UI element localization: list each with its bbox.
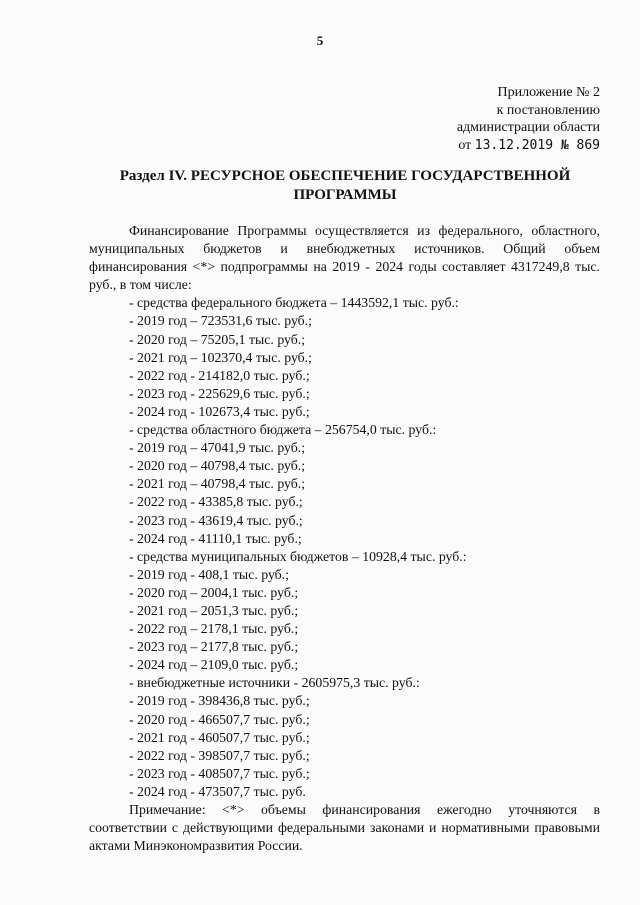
funding-list-item: - средства областного бюджета – 256754,0 тыс. руб.: <box>129 422 437 438</box>
funding-list-item: - 2021 год - 460507,7 тыс. руб.; <box>129 729 310 745</box>
funding-list-item: - 2020 год – 2004,1 тыс. руб.; <box>129 584 299 600</box>
funding-list-item: - 2022 год – 2178,1 тыс. руб.; <box>129 621 299 637</box>
appendix-line-administration: администрации области <box>456 120 600 135</box>
funding-list-item: - средства муниципальных бюджетов – 10928,4 тыс. руб.: <box>129 548 467 564</box>
funding-list-item: - 2020 год – 75205,1 тыс. руб.; <box>129 331 306 347</box>
document-body <box>89 222 600 855</box>
funding-list-item: - 2021 год – 40798,4 тыс. руб.; <box>129 476 306 492</box>
funding-list-item: - средства федерального бюджета – 1443592,1 тыс. руб.: <box>129 295 459 311</box>
funding-list-item: - внебюджетные источники - 2605975,3 тыс. руб.: <box>129 675 420 691</box>
funding-list-item: - 2019 год - 408,1 тыс. руб.; <box>129 566 289 582</box>
appendix-line-date <box>457 137 600 155</box>
appendix-line-resolution: к постановлению <box>496 102 600 118</box>
funding-list-item: - 2022 год - 43385,8 тыс. руб.; <box>129 494 303 510</box>
funding-list-item: - 2023 год - 408507,7 тыс. руб.; <box>129 765 310 781</box>
funding-list-item: - 2024 год - 41110,1 тыс. руб.; <box>129 530 302 546</box>
funding-list-item: - 2022 год - 214182,0 тыс. руб.; <box>129 367 310 383</box>
appendix-date-prefix: от <box>458 137 472 153</box>
funding-list-item: - 2021 год – 2051,3 тыс. руб.; <box>129 602 299 618</box>
note-paragraph: Примечание: <*> объемы финансирования ежегодно уточняются в соответствии с действующими федеральными законами и нормативными правовыми актами Минэкономразвития России. <box>89 802 600 854</box>
page-number: 5 <box>316 33 324 48</box>
funding-list-item: - 2019 год - 398436,8 тыс. руб.; <box>129 693 310 709</box>
funding-list-item: - 2019 год – 47041,9 тыс. руб.; <box>129 440 306 456</box>
funding-list-item: - 2023 год - 225629,6 тыс. руб.; <box>129 385 310 401</box>
funding-list-item: - 2024 год - 102673,4 тыс. руб.; <box>129 403 310 419</box>
appendix-date-number: 13.12.2019 № 869 <box>474 137 600 153</box>
appendix-header <box>457 84 600 154</box>
funding-list-item: - 2021 год – 102370,4 тыс. руб.; <box>129 349 312 365</box>
funding-list-item: - 2020 год - 466507,7 тыс. руб.; <box>129 711 310 727</box>
funding-list-item: - 2020 год – 40798,4 тыс. руб.; <box>129 458 306 474</box>
funding-list-item: - 2023 год - 43619,4 тыс. руб.; <box>129 512 303 528</box>
funding-list-item: - 2022 год - 398507,7 тыс. руб.; <box>129 747 310 763</box>
funding-list-item: - 2019 год – 723531,6 тыс. руб.; <box>129 313 312 329</box>
funding-list-item: - 2024 год - 473507,7 тыс. руб. <box>129 783 306 799</box>
appendix-line-title: Приложение № 2 <box>497 85 600 100</box>
intro-paragraph: Финансирование Программы осуществляется из федерального, областного, муниципальных бюджетов и внебюджетных источников. Общий объем финансирования <*> подпрограммы на 2019 - 2024 годы составляет 4317249,8 тыс. руб., в том числе: <box>89 223 600 293</box>
funding-list-item: - 2023 год – 2177,8 тыс. руб.; <box>129 639 299 655</box>
funding-list <box>89 294 600 801</box>
funding-list-item: - 2024 год – 2109,0 тыс. руб.; <box>129 657 299 673</box>
section-title: Раздел IV. РЕСУРСНОЕ ОБЕСПЕЧЕНИЕ ГОСУДАРСТВЕННОЙ ПРОГРАММЫ <box>119 168 571 203</box>
